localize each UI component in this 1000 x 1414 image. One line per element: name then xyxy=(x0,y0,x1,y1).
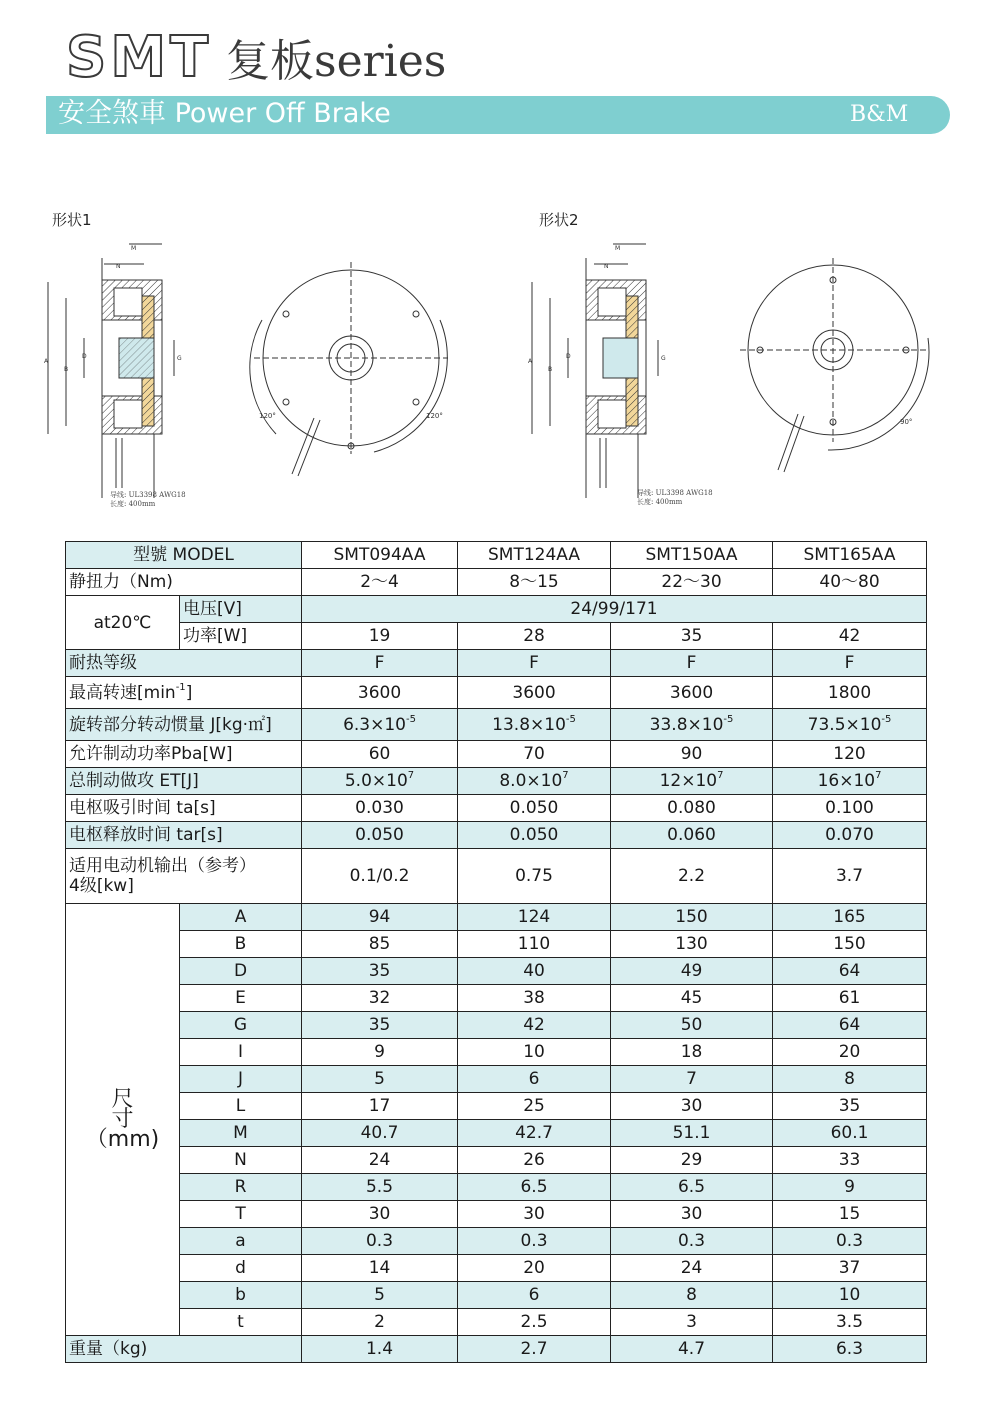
value-cell: 30 xyxy=(458,1201,611,1228)
value-cell: 94 xyxy=(302,904,458,931)
svg-text:B: B xyxy=(548,366,553,373)
value-base: 16×10 xyxy=(817,771,876,791)
dimension-key: G xyxy=(180,1012,302,1039)
angle-label-2: 120° xyxy=(426,412,443,420)
dimension-row xyxy=(66,1120,927,1147)
value-cell: 85 xyxy=(302,931,458,958)
series-title: 复板series xyxy=(226,36,447,87)
brand-title: SMT xyxy=(66,25,213,90)
value-cell: 3600 xyxy=(611,677,773,709)
braking-work-row xyxy=(66,768,927,795)
dimension-row xyxy=(66,958,927,985)
wire-type: 导线: UL3398 AWG18 xyxy=(110,491,186,499)
shape-2-wire-note xyxy=(637,489,713,507)
dimension-key: N xyxy=(180,1147,302,1174)
row-label: 总制动做攻 ET[J] xyxy=(66,768,302,795)
group-label-line: （mm) xyxy=(85,1126,160,1152)
braking-power-row xyxy=(66,741,927,768)
value-base: 13.8×10 xyxy=(492,714,566,735)
value-cell: 0.3 xyxy=(773,1228,927,1255)
value-cell: 3 xyxy=(611,1309,773,1336)
motor-output-row xyxy=(66,849,927,904)
dimension-key: L xyxy=(180,1093,302,1120)
value-cell: 4.7 xyxy=(611,1336,773,1363)
model-cell: SMT094AA xyxy=(302,542,458,569)
front-view xyxy=(250,262,448,476)
row-label: 重量（kg) xyxy=(66,1336,302,1363)
dimension-row xyxy=(66,1012,927,1039)
shape-1-label: 形状1 xyxy=(52,211,92,229)
svg-text:A: A xyxy=(44,358,49,365)
dimension-key: J xyxy=(180,1066,302,1093)
value-cell: 1800 xyxy=(773,677,927,709)
dimension-key: B xyxy=(180,931,302,958)
value-cell: 0.060 xyxy=(611,822,773,849)
value-cell xyxy=(302,768,458,795)
wire-type: 导线: UL3398 AWG18 xyxy=(637,489,713,497)
value-cell: 165 xyxy=(773,904,927,931)
value-cell: 0.080 xyxy=(611,795,773,822)
dimension-row xyxy=(66,985,927,1012)
value-cell: 60 xyxy=(302,741,458,768)
value-cell: 9 xyxy=(773,1174,927,1201)
value-cell: 26 xyxy=(458,1147,611,1174)
value-cell: 124 xyxy=(458,904,611,931)
shape-1-drawing xyxy=(44,238,464,513)
value-cell: 1.4 xyxy=(302,1336,458,1363)
value-cell: 64 xyxy=(773,958,927,985)
value-cell: 40 xyxy=(458,958,611,985)
value-cell: 30 xyxy=(611,1093,773,1120)
dimension-row xyxy=(66,1039,927,1066)
dimension-key: A xyxy=(180,904,302,931)
value-cell: 0.070 xyxy=(773,822,927,849)
value-base: 8.0×10 xyxy=(499,771,563,791)
value-cell: 8～15 xyxy=(458,569,611,596)
dimension-key: I xyxy=(180,1039,302,1066)
dimension-rows xyxy=(66,904,927,1336)
value-cell: 35 xyxy=(773,1093,927,1120)
value-cell: 0.050 xyxy=(302,822,458,849)
value-cell: F xyxy=(302,650,458,677)
dimension-key: t xyxy=(180,1309,302,1336)
dimension-row xyxy=(66,1201,927,1228)
svg-text:G: G xyxy=(661,355,666,362)
value-exp: 7 xyxy=(562,770,569,781)
value-cell: 10 xyxy=(773,1282,927,1309)
dimension-key: a xyxy=(180,1228,302,1255)
value-cell: 2.2 xyxy=(611,849,773,904)
value-cell: F xyxy=(611,650,773,677)
value-base: 12×10 xyxy=(659,771,718,791)
value-exp: -5 xyxy=(881,713,892,725)
value-cell: 42.7 xyxy=(458,1120,611,1147)
value-cell: 28 xyxy=(458,623,611,650)
value-cell xyxy=(302,709,458,741)
value-cell: 7 xyxy=(611,1066,773,1093)
value-cell: 3.5 xyxy=(773,1309,927,1336)
value-cell: 90 xyxy=(611,741,773,768)
value-base: 33.8×10 xyxy=(649,714,724,735)
svg-text:D: D xyxy=(82,353,87,360)
model-row xyxy=(66,542,927,569)
dimension-row xyxy=(66,1066,927,1093)
value-cell: 14 xyxy=(302,1255,458,1282)
value-base: 6.3×10 xyxy=(343,714,406,735)
model-cell: SMT124AA xyxy=(458,542,611,569)
value-base: 5.0×10 xyxy=(344,771,408,791)
power-row xyxy=(66,623,927,650)
value-cell: F xyxy=(458,650,611,677)
svg-text:M: M xyxy=(615,245,621,252)
value-cell: 0.050 xyxy=(458,795,611,822)
value-cell: 49 xyxy=(611,958,773,985)
dimension-key: E xyxy=(180,985,302,1012)
value-cell: 6 xyxy=(458,1282,611,1309)
value-cell: 0.75 xyxy=(458,849,611,904)
value-cell: 20 xyxy=(458,1255,611,1282)
value-cell: 40.7 xyxy=(302,1120,458,1147)
value-cell: 24 xyxy=(302,1147,458,1174)
voltage-value: 24/99/171 xyxy=(302,596,927,623)
value-cell: 60.1 xyxy=(773,1120,927,1147)
value-cell xyxy=(773,709,927,741)
svg-text:N: N xyxy=(604,263,609,270)
value-cell: 35 xyxy=(611,623,773,650)
value-exp: -5 xyxy=(405,713,416,725)
label-line: 4级[kw] xyxy=(69,876,134,896)
value-cell: 22～30 xyxy=(611,569,773,596)
value-cell: 29 xyxy=(611,1147,773,1174)
model-label: 型號 MODEL xyxy=(66,542,302,569)
value-cell xyxy=(611,768,773,795)
value-cell: 6 xyxy=(458,1066,611,1093)
dimension-key: b xyxy=(180,1282,302,1309)
value-cell: 61 xyxy=(773,985,927,1012)
value-cell: 32 xyxy=(302,985,458,1012)
group-label-line: 尺 xyxy=(111,1086,134,1112)
dimension-row xyxy=(66,931,927,958)
value-cell: 42 xyxy=(458,1012,611,1039)
value-cell: 24 xyxy=(611,1255,773,1282)
value-cell: 6.5 xyxy=(458,1174,611,1201)
value-cell: 8 xyxy=(773,1066,927,1093)
value-cell: 38 xyxy=(458,985,611,1012)
value-exp: -5 xyxy=(565,713,576,725)
row-label: 电压[V] xyxy=(180,596,302,623)
value-cell: 30 xyxy=(302,1201,458,1228)
value-cell: 50 xyxy=(611,1012,773,1039)
angle-label-1: 120° xyxy=(259,412,276,420)
value-cell: 9 xyxy=(302,1039,458,1066)
attract-time-row xyxy=(66,795,927,822)
voltage-row xyxy=(66,596,927,623)
svg-text:N: N xyxy=(116,263,121,270)
side-section-view xyxy=(44,244,182,498)
svg-text:A: A xyxy=(528,358,533,365)
value-cell: 110 xyxy=(458,931,611,958)
value-cell: 6.3 xyxy=(773,1336,927,1363)
dimension-row xyxy=(66,1174,927,1201)
label-text: 最高转速[min xyxy=(69,682,176,703)
shape-1-wire-note xyxy=(110,491,186,509)
value-cell: 37 xyxy=(773,1255,927,1282)
label-line: 适用电动机输出（参考） xyxy=(69,856,256,876)
row-label: 电枢吸引时间 ta[s] xyxy=(66,795,302,822)
value-cell: 0.1/0.2 xyxy=(302,849,458,904)
value-cell: 3600 xyxy=(458,677,611,709)
label-text: ] xyxy=(185,682,193,703)
value-cell: 51.1 xyxy=(611,1120,773,1147)
value-cell: 3.7 xyxy=(773,849,927,904)
value-exp: -5 xyxy=(723,713,734,725)
dimension-row xyxy=(66,1309,927,1336)
value-cell xyxy=(611,709,773,741)
value-cell: 19 xyxy=(302,623,458,650)
value-cell: 0.3 xyxy=(458,1228,611,1255)
value-cell: 2 xyxy=(302,1309,458,1336)
value-cell: 3600 xyxy=(302,677,458,709)
value-cell: 64 xyxy=(773,1012,927,1039)
shape-2-label: 形状2 xyxy=(539,211,579,229)
inertia-row xyxy=(66,709,927,741)
svg-text:G: G xyxy=(177,355,182,362)
row-label: 电枢释放时间 tar[s] xyxy=(66,822,302,849)
value-cell: 5 xyxy=(302,1282,458,1309)
max-speed-row xyxy=(66,677,927,709)
value-cell: 150 xyxy=(611,904,773,931)
value-cell: 33 xyxy=(773,1147,927,1174)
value-cell: F xyxy=(773,650,927,677)
label-sup: -1 xyxy=(175,681,186,693)
value-cell: 0.030 xyxy=(302,795,458,822)
value-cell: 130 xyxy=(611,931,773,958)
front-view xyxy=(740,258,929,472)
value-cell: 10 xyxy=(458,1039,611,1066)
dimension-key: d xyxy=(180,1255,302,1282)
at20-label: at20℃ xyxy=(66,596,180,650)
value-cell: 5 xyxy=(302,1066,458,1093)
value-cell: 45 xyxy=(611,985,773,1012)
dimension-key: M xyxy=(180,1120,302,1147)
value-cell: 42 xyxy=(773,623,927,650)
value-cell: 35 xyxy=(302,1012,458,1039)
value-cell: 6.5 xyxy=(611,1174,773,1201)
dimension-row xyxy=(66,904,927,931)
maker-logo: B&M xyxy=(850,102,909,127)
value-cell xyxy=(773,768,927,795)
value-cell: 2.5 xyxy=(458,1309,611,1336)
value-exp: 7 xyxy=(875,770,882,781)
value-cell: 70 xyxy=(458,741,611,768)
value-exp: 7 xyxy=(717,770,724,781)
value-cell: 35 xyxy=(302,958,458,985)
value-cell: 0.050 xyxy=(458,822,611,849)
model-cell: SMT150AA xyxy=(611,542,773,569)
row-label: 旋转部分转动惯量 J[kg·㎡] xyxy=(66,709,302,741)
value-base: 73.5×10 xyxy=(807,714,882,735)
svg-text:D: D xyxy=(566,353,571,360)
value-cell xyxy=(458,709,611,741)
dimension-key: R xyxy=(180,1174,302,1201)
dimension-row xyxy=(66,1147,927,1174)
value-cell: 0.3 xyxy=(302,1228,458,1255)
value-cell: 8 xyxy=(611,1282,773,1309)
value-cell: 20 xyxy=(773,1039,927,1066)
weight-row xyxy=(66,1336,927,1363)
value-cell: 0.3 xyxy=(611,1228,773,1255)
value-cell: 15 xyxy=(773,1201,927,1228)
value-cell: 17 xyxy=(302,1093,458,1120)
angle-label-1: 90° xyxy=(900,418,913,426)
value-cell: 5.5 xyxy=(302,1174,458,1201)
dimension-row xyxy=(66,1228,927,1255)
value-cell: 2～4 xyxy=(302,569,458,596)
value-cell: 2.7 xyxy=(458,1336,611,1363)
row-label: 功率[W] xyxy=(180,623,302,650)
shape-2-drawing xyxy=(528,238,948,513)
wire-length: 长度: 400mm xyxy=(637,498,683,506)
dimension-row xyxy=(66,1093,927,1120)
row-label: 静扭力（Nm) xyxy=(66,569,302,596)
svg-text:B: B xyxy=(64,366,69,373)
dimension-row xyxy=(66,1255,927,1282)
value-cell xyxy=(458,768,611,795)
dimension-group-label xyxy=(66,904,180,1336)
release-time-row xyxy=(66,822,927,849)
model-cell: SMT165AA xyxy=(773,542,927,569)
heat-class-row xyxy=(66,650,927,677)
wire-length: 长度: 400mm xyxy=(110,500,156,508)
svg-text:M: M xyxy=(131,245,137,252)
group-label-line: 寸 xyxy=(111,1106,134,1132)
dimension-row xyxy=(66,1282,927,1309)
value-cell: 30 xyxy=(611,1201,773,1228)
row-label xyxy=(66,849,302,904)
row-label: 耐热等级 xyxy=(66,650,302,677)
dimension-key: T xyxy=(180,1201,302,1228)
value-cell: 150 xyxy=(773,931,927,958)
row-label: 允许制动功率Pba[W] xyxy=(66,741,302,768)
spec-table xyxy=(65,541,927,1363)
value-cell: 120 xyxy=(773,741,927,768)
value-cell: 0.100 xyxy=(773,795,927,822)
value-cell: 25 xyxy=(458,1093,611,1120)
value-cell: 40～80 xyxy=(773,569,927,596)
side-section-view xyxy=(528,244,666,498)
torque-row xyxy=(66,569,927,596)
value-cell: 18 xyxy=(611,1039,773,1066)
row-label xyxy=(66,677,302,709)
dimension-key: D xyxy=(180,958,302,985)
banner-subtitle: 安全煞車 Power Off Brake xyxy=(58,98,391,129)
value-exp: 7 xyxy=(407,770,415,781)
